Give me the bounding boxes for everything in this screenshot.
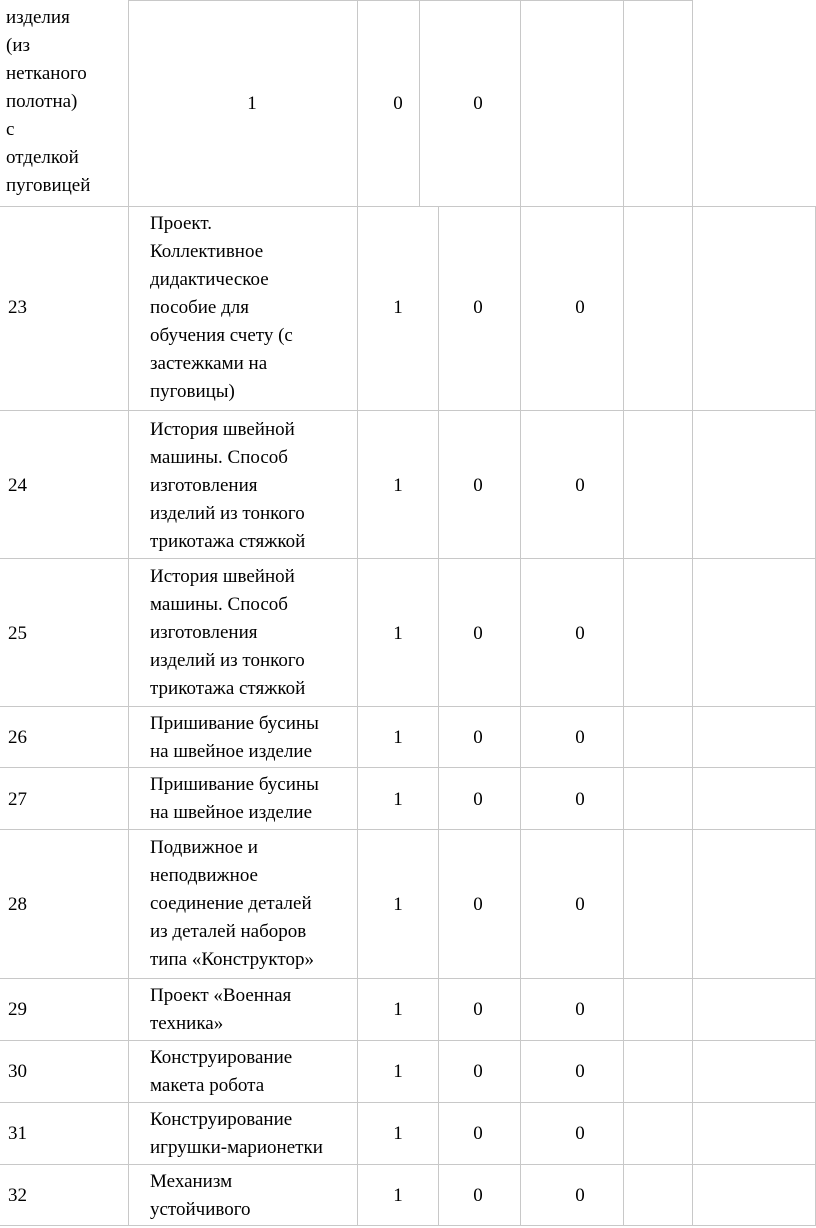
table-cell-number: 29 (8, 999, 27, 1020)
grid-line (128, 0, 693, 1)
table-cell-value: 0 (473, 1123, 483, 1144)
table-cell-number: 28 (8, 894, 27, 915)
table-cell-value: 0 (473, 297, 483, 318)
table-cell-hours: 1 (393, 1123, 403, 1144)
grid-line (0, 558, 816, 559)
grid-line (357, 206, 358, 1226)
grid-line (623, 0, 624, 206)
table-cell-value: 0 (393, 93, 403, 114)
grid-line (520, 0, 521, 206)
grid-line (0, 1040, 816, 1041)
table-cell-number: 24 (8, 475, 27, 496)
grid-line (0, 767, 816, 768)
table-cell-value: 0 (575, 727, 585, 748)
grid-line (0, 1164, 816, 1165)
grid-line (692, 0, 693, 206)
grid-line (0, 1225, 816, 1226)
grid-line (692, 206, 693, 1226)
grid-line (0, 706, 816, 707)
table-cell-hours: 1 (393, 727, 403, 748)
table-cell-hours: 1 (393, 1185, 403, 1206)
table-cell-number: 27 (8, 789, 27, 810)
table-cell-hours: 1 (393, 1061, 403, 1082)
table-cell-hours: 1 (247, 93, 257, 114)
table-cell-number: 23 (8, 297, 27, 318)
table-cell-value: 0 (473, 727, 483, 748)
table-cell-topic: Конструирование игрушки-марионетки (150, 1109, 323, 1158)
table-cell-number: 31 (8, 1123, 27, 1144)
table-cell-value: 0 (473, 789, 483, 810)
grid-line (0, 410, 816, 411)
table-cell-value: 0 (473, 894, 483, 915)
grid-line (0, 829, 816, 830)
grid-line (419, 0, 420, 206)
table-cell-value: 0 (575, 475, 585, 496)
table-cell-value: 0 (575, 789, 585, 810)
grid-line (623, 206, 624, 1226)
table-cell-number: 32 (8, 1185, 27, 1206)
table-cell-number: 30 (8, 1061, 27, 1082)
table-cell-number: 26 (8, 727, 27, 748)
table-cell-topic: Проект «Военная техника» (150, 985, 292, 1034)
table-cell-topic: Подвижное и неподвижное соединение деталей из деталей наборов типа «Конструктор» (150, 837, 314, 970)
table-cell-topic: Проект. Коллективное дидактическое пособие для обучения счету (с застежками на пуговицы) (150, 213, 293, 402)
grid-line (0, 206, 816, 207)
grid-line (128, 0, 129, 206)
table-cell-topic: Пришивание бусины на швейное изделие (150, 774, 319, 823)
table-cell-value: 0 (473, 1061, 483, 1082)
table-cell-hours: 1 (393, 894, 403, 915)
grid-line (0, 978, 816, 979)
grid-line (438, 206, 439, 1226)
grid-line (357, 0, 358, 206)
table-cell-topic: История швейной машины. Способ изготовления изделий из тонкого трикотажа стяжкой (150, 566, 306, 699)
table-cell-value: 0 (575, 1185, 585, 1206)
grid-line (520, 206, 521, 1226)
table-cell-value: 0 (473, 623, 483, 644)
table-cell-value: 0 (575, 297, 585, 318)
table-cell-topic: История швейной машины. Способ изготовления изделий из тонкого трикотажа стяжкой (150, 419, 306, 552)
grid-line (128, 206, 129, 1226)
table-cell-topic: Механизм устойчивого (150, 1171, 251, 1220)
table-cell-hours: 1 (393, 789, 403, 810)
table-cell-topic: Пришивание бусины на швейное изделие (150, 713, 319, 762)
table-cell-value: 0 (575, 999, 585, 1020)
table-cell-value: 0 (575, 1061, 585, 1082)
table-cell-hours: 1 (393, 475, 403, 496)
table-cell-value: 0 (473, 93, 483, 114)
table-cell-value: 0 (575, 1123, 585, 1144)
grid-line (0, 1102, 816, 1103)
table-cell-value: 0 (575, 623, 585, 644)
table-cell-topic: Конструирование макета робота (150, 1047, 293, 1096)
table-cell-value: 0 (575, 894, 585, 915)
table-cell-topic: изделия (из нетканого полотна) с отделкой пуговицей (6, 7, 91, 196)
table-cell-hours: 1 (393, 623, 403, 644)
table-cell-hours: 1 (393, 999, 403, 1020)
table-cell-hours: 1 (393, 297, 403, 318)
table-cell-number: 25 (8, 623, 27, 644)
table-cell-value: 0 (473, 1185, 483, 1206)
table-cell-value: 0 (473, 999, 483, 1020)
table-cell-value: 0 (473, 475, 483, 496)
